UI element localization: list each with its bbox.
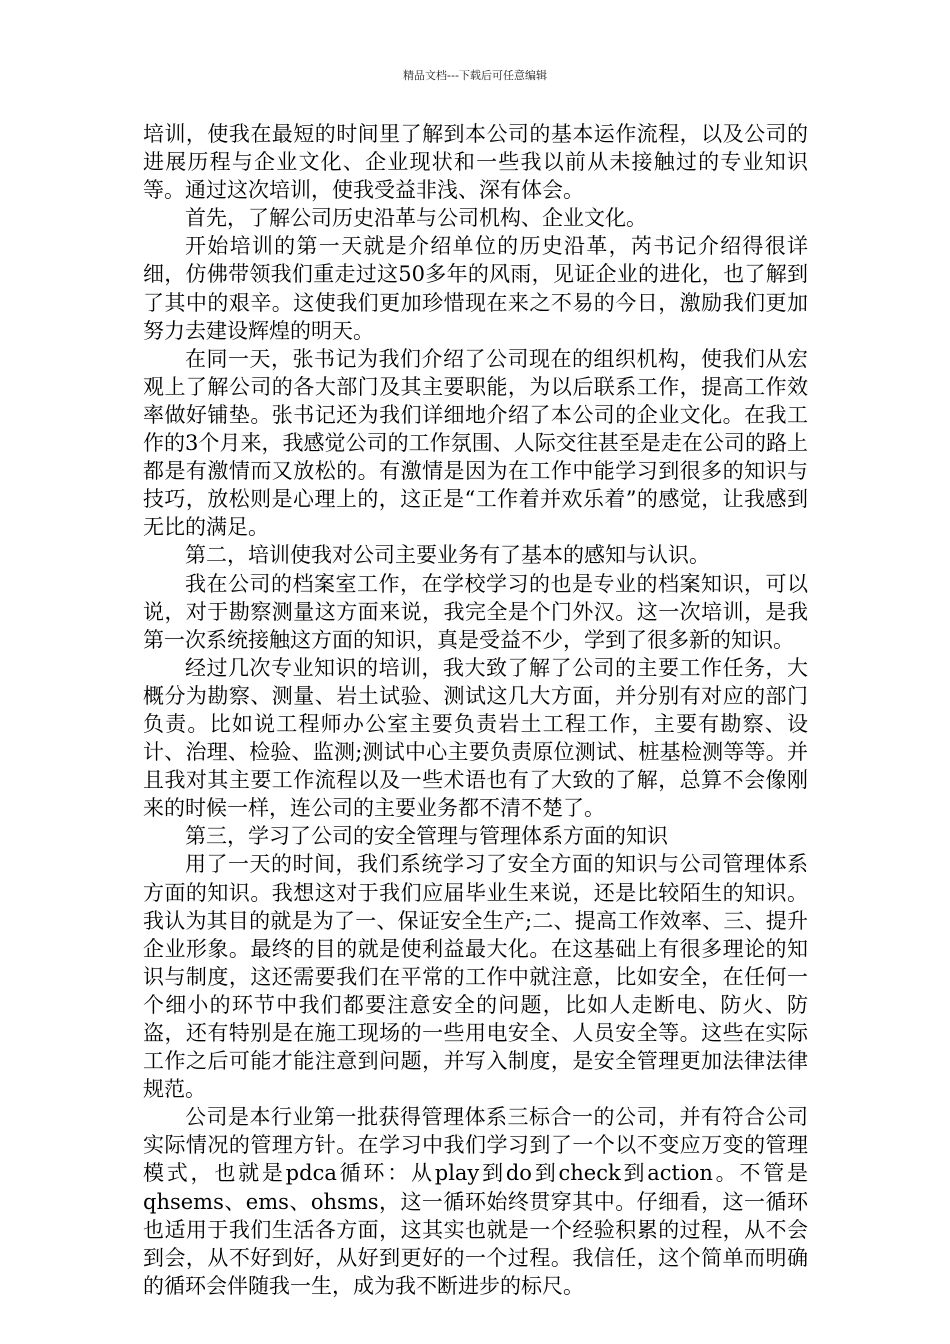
paragraph: 公司是本行业第一批获得管理体系三标合一的公司，并有符合公司实际情况的管理方针。在学习中我们学习到了一个以不变应万变的管理模式，也就是pdca循环：从play到do到check到action。不管是qhsems、ems、ohsms，这一循环始终贯穿其中。仔细看，这一循环也适用于我们生活各方面，这其实也就是一个经验积累的过程，从不会到会，从不好到好，从好到更好的一个过程。我信任，这个简单而明确的循环会伴随我一生，成为我不断进步的标尺。 [143,1105,808,1298]
document-body [143,120,808,1300]
paragraph: 在同一天，张书记为我们介绍了公司现在的组织机构，使我们从宏观上了解公司的各大部门及其主要职能，为以后联系工作，提高工作效率做好铺垫。张书记还为我们详细地介绍了本公司的企业文化。在我工作的3个月来，我感觉公司的工作氛围、人际交往甚至是走在公司的路上都是有激情而又放松的。有激情是因为在工作中能学习到很多的知识与技巧，放松则是心理上的，这正是“工作着并欢乐着”的感觉，让我感到无比的满足。 [143,346,808,540]
paragraph: 第二，培训使我对公司主要业务有了基本的感知与认识。 [185,543,710,568]
paragraph: 培训，使我在最短的时间里了解到本公司的基本运作流程，以及公司的进展历程与企业文化、企业现状和一些我以前从未接触过的专业知识等。通过这次培训，使我受益非浅、深有体会。 [143,122,808,203]
paragraph: 用了一天的时间，我们系统学习了安全方面的知识与公司管理体系方面的知识。我想这对于我们应届毕业生来说，还是比较陌生的知识。我认为其目的就是为了一、保证安全生产;二、提高工作效率、三、提升企业形象。最终的目的就是使利益最大化。在这基础上有很多理论的知识与制度，这还需要我们在平常的工作中就注意，比如安全，在任何一个细小的环节中我们都要注意安全的问题，比如人走断电、防火、防盗，还有特别是在施工现场的一些用电安全、人员安全等。这些在实际工作之后可能才能注意到问题，并写入制度，是安全管理更加法律法律规范。 [143,852,808,1102]
paragraph: 我在公司的档案室工作，在学校学习的也是专业的档案知识，可以说，对于勘察测量这方面来说，我完全是个门外汉。这一次培训，是我第一次系统接触这方面的知识，真是受益不少，学到了很多新的知识。 [143,571,808,652]
paragraph: 开始培训的第一天就是介绍单位的历史沿革，芮书记介绍得很详细，仿佛带领我们重走过这50多年的风雨，见证企业的进化，也了解到了其中的艰辛。这使我们更加珍惜现在来之不易的今日，激励我们更加努力去建设辉煌的明天。 [143,234,808,343]
paragraph: 经过几次专业知识的培训，我大致了解了公司的主要工作任务，大概分为勘察、测量、岩土试验、测试这几大方面，并分别有对应的部门负责。比如说工程师办公室主要负责岩土工程工作，主要有勘察、设计、治理、检验、监测;测试中心主要负责原位测试、桩基检测等等。并且我对其主要工作流程以及一些术语也有了大致的了解，总算不会像刚来的时候一样，连公司的主要业务都不清不楚了。 [143,655,808,821]
paragraph: 首先，了解公司历史沿革与公司机构、企业文化。 [185,206,647,231]
page-header: 精品文档---下载后可任意编辑 [403,69,547,82]
paragraph: 第三，学习了公司的安全管理与管理体系方面的知识 [185,824,668,849]
